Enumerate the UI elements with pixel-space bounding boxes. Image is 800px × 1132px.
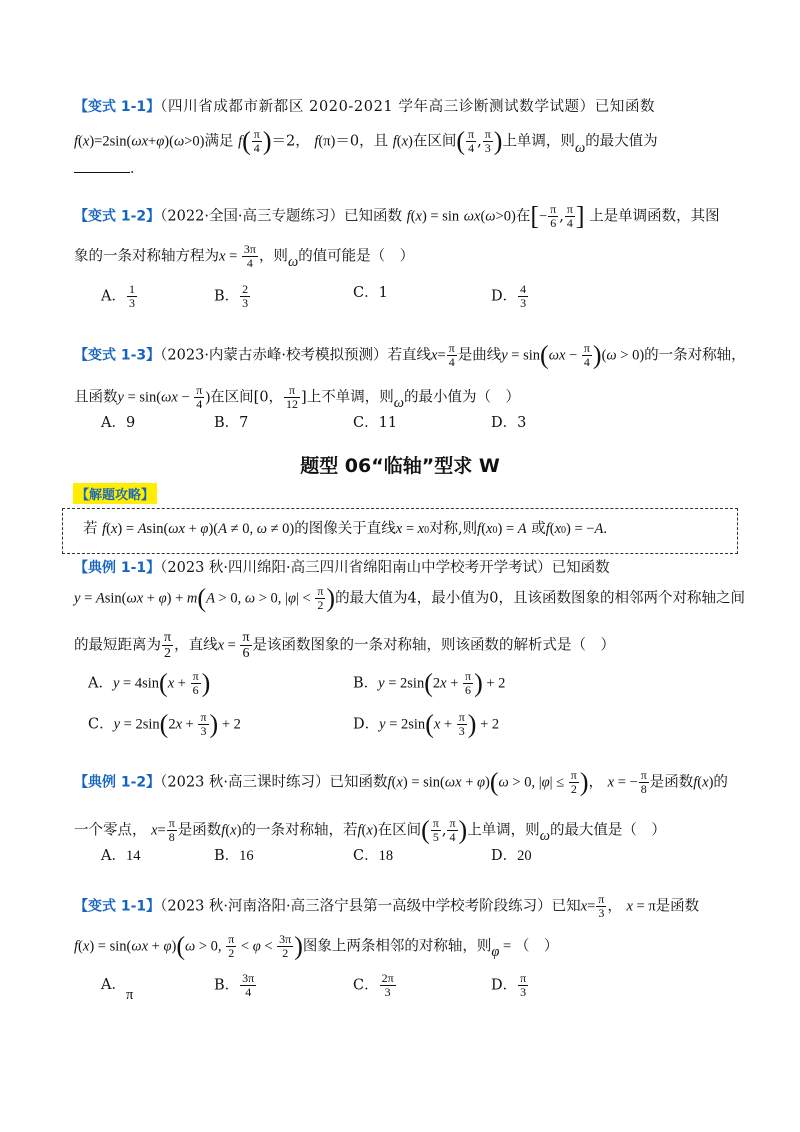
problem-v13-line1: 【变式 1-3】（2023·内蒙古赤峰·校考模拟预测）若直线x= $\frac{\pi}{4}$ 是曲线y = sin(ωx − $\frac{\pi}{4}$ )(ω > 0)的一条对称轴， bbox=[74, 340, 746, 370]
option-d[interactable]: D．y = 2sin(x + $\frac{\pi}{3}$ ) + 2 bbox=[353, 709, 500, 739]
option-b[interactable]: B．16 bbox=[214, 848, 254, 864]
option-c[interactable]: C．11 bbox=[353, 415, 398, 431]
option-b[interactable]: B．7 bbox=[214, 415, 249, 431]
problem-v12-line2: 象的一条对称轴方程为x = $\frac{3\pi}{4}$ ，则ω的值可能是（ ） bbox=[74, 242, 415, 270]
problem-v11-line2: f(x)=2sin(ωx+φ)(ω>0)满足 f( $\frac{\pi}{4}$ )＝2， f(π)＝0，且 f(x)在区间( $\frac{\pi}{4}$ , $\frac{\pi}{3}$ )上单调，则ω的最大值为 bbox=[74, 126, 658, 156]
option-a[interactable]: A． $\frac{1}{3}$ bbox=[101, 282, 135, 310]
section-title: 题型 06“临轴”型求 W bbox=[300, 455, 500, 477]
option-b[interactable]: B． $\frac{2}{3}$ bbox=[214, 282, 249, 310]
option-a[interactable]: A．14 bbox=[101, 848, 141, 864]
variant-11b-line1: 【变式 1-1】（2023 秋·河南洛阳·高三洛宁县第一高级中学校考阶段练习）已知x= $\frac{\pi}{3}$ ， x = π是函数 bbox=[74, 892, 700, 920]
option-a[interactable]: A．9 bbox=[101, 415, 136, 431]
option-d[interactable]: D． $\frac{\pi}{3}$ bbox=[491, 971, 527, 999]
option-c[interactable]: C． $\frac{2\pi}{3}$ bbox=[353, 971, 394, 999]
option-b[interactable]: B． $\frac{3\pi}{4}$ bbox=[214, 971, 255, 999]
example-11-line2: y = Asin(ωx + φ) + m(A > 0, ω > 0, |φ| < $\frac{\pi}{2}$ )的最大值为4，最小值为0，且该函数图象的相邻两个对称轴之间 bbox=[74, 583, 746, 613]
problem-tag: 【变式 1-1】 bbox=[74, 99, 161, 115]
answer-blank: ． bbox=[74, 158, 145, 179]
example-12-line1: 【典例 1-2】（2023 秋·高三课时练习）已知函数f(x) = sin(ωx + φ)(ω > 0, |φ| ≤ $\frac{\pi}{2}$ )， x = − $\frac{\pi}{8}$ 是函数f(x)的 bbox=[74, 767, 728, 797]
strategy-text: 若 f(x) = Asin(ωx + φ)(A ≠ 0, ω ≠ 0)的图像关于直线x = x0对称,则f(x0) = A 或f(x0) = −A. bbox=[83, 521, 607, 537]
problem-source: （四川省成都市新都区 2020-2021 学年高三诊断测试数学试题）已知函数 bbox=[160, 99, 656, 115]
example-11-line3: 的最短距离为 $\frac{\pi}{2}$ ，直线x = $\frac{\pi}{6}$ 是该函数图象的一条对称轴，则该函数的解析式是（ ） bbox=[74, 630, 616, 661]
problem-v13-line2: 且函数y = sin(ωx − $\frac{\pi}{4}$ )在区间[0， $\frac{\pi}{12}$ ]上不单调，则ω的最小值为（ ） bbox=[74, 383, 520, 411]
option-c[interactable]: C．18 bbox=[353, 848, 394, 864]
variant-11b-line2: f(x) = sin(ωx + φ)(ω > 0, $\frac{\pi}{2}$ < φ < $\frac{3\pi}{2}$ )图象上两条相邻的对称轴，则φ = （ ） bbox=[74, 931, 559, 961]
option-a[interactable]: A．y = 4sin(x + $\frac{\pi}{6}$ ) bbox=[88, 668, 211, 698]
option-c[interactable]: C．y = 2sin(2x + $\frac{\pi}{3}$ ) + 2 bbox=[88, 709, 241, 739]
option-a[interactable]: A．π bbox=[101, 977, 134, 1003]
option-c[interactable]: C．1 bbox=[353, 285, 388, 301]
problem-v12-line1: 【变式 1-2】（2022·全国·高三专题练习）已知函数 f(x) = sin ωx(ω>0)在[− $\frac{\pi}{6}$ , $\frac{\pi}{4}$ ] 上是单调函数，其图 bbox=[74, 201, 720, 231]
option-b[interactable]: B．y = 2sin(2x + $\frac{\pi}{6}$ ) + 2 bbox=[353, 668, 506, 698]
strategy-label: 【解题攻略】 bbox=[73, 483, 157, 504]
option-d[interactable]: D． $\frac{4}{3}$ bbox=[491, 282, 527, 310]
option-d[interactable]: D．3 bbox=[491, 415, 527, 431]
option-d[interactable]: D．20 bbox=[491, 848, 532, 864]
example-12-line2: 一个零点， x= $\frac{\pi}{8}$ 是函数f(x)的一条对称轴，若f(x)在区间( $\frac{\pi}{5}$ , $\frac{\pi}{4}$ )上单调，则ω的最大值是（ ） bbox=[74, 815, 666, 845]
example-11-line1: 【典例 1-1】（2023 秋·四川绵阳·高三四川省绵阳南山中学校考开学考试）已知函数 bbox=[74, 560, 610, 576]
problem-v11-line1 bbox=[74, 97, 655, 117]
